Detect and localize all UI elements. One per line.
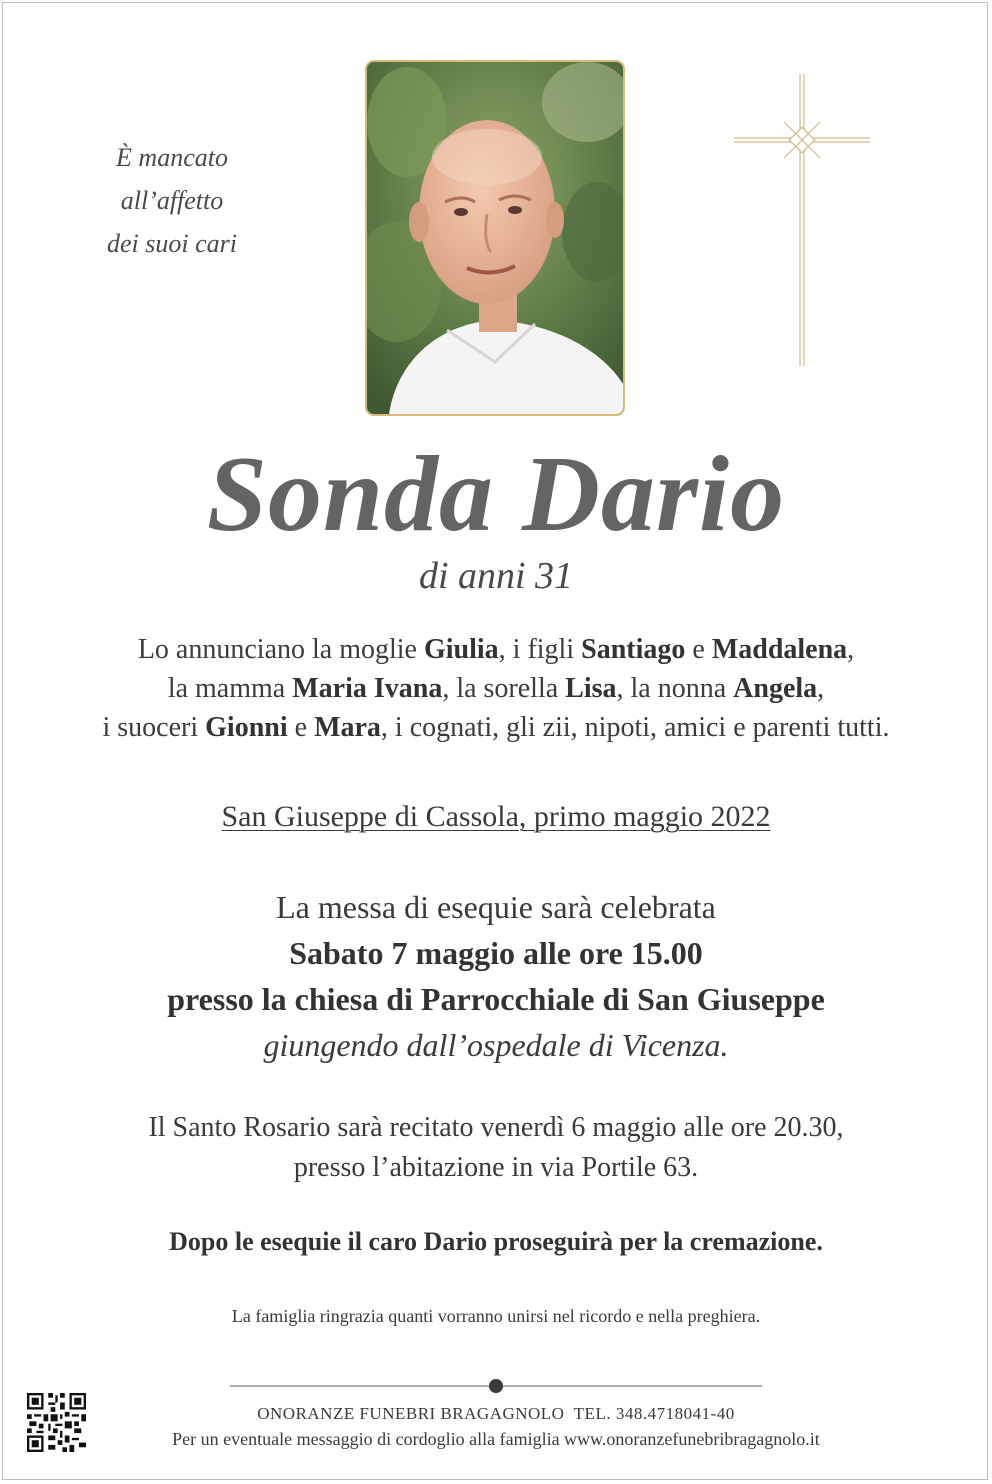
- announcement-text-part: e: [287, 712, 315, 743]
- announcement-line-2: [0, 669, 992, 708]
- intro-line-3: dei suoi cari: [107, 229, 237, 258]
- mother-in-law-name: Mara: [314, 712, 381, 743]
- place-date-text: San Giuseppe di Cassola, primo maggio 2022: [221, 800, 771, 833]
- funeral-home-phone: TEL. 348.4718041-40: [573, 1404, 735, 1423]
- sister-name: Lisa: [565, 673, 617, 704]
- announcement-text-part: , la sorella: [442, 673, 566, 704]
- funeral-mass-info: [0, 884, 992, 1068]
- funeral-home-name: ONORANZE FUNEBRI BRAGAGNOLO: [257, 1404, 565, 1423]
- deceased-age: di anni 31: [418, 555, 574, 597]
- cremation-notice: Dopo le esequie il caro Dario proseguirà per la cremazione.: [169, 1227, 823, 1256]
- announcement-text-part: i suoceri: [102, 712, 206, 743]
- divider: [230, 1376, 762, 1396]
- grandmother-name: Angela: [733, 673, 818, 704]
- mass-date-time: Sabato 7 maggio alle ore 15.00: [289, 935, 703, 971]
- portrait-photo: [365, 60, 625, 416]
- announcement-text-part: e: [685, 634, 712, 665]
- rosary-info: [0, 1108, 992, 1188]
- father-in-law-name: Gionni: [205, 712, 288, 743]
- deceased-name: Sonda Dario: [206, 435, 786, 554]
- portrait-illustration: [367, 62, 623, 414]
- announcement-text-part: , la nonna: [616, 673, 734, 704]
- place-date: [0, 796, 992, 838]
- announcement-line-3: [0, 708, 992, 747]
- family-thanks: La famiglia ringrazia quanti vorranno unirsi nel ricordo e nella preghiera.: [231, 1306, 761, 1326]
- announcement-text-part: ,: [817, 673, 825, 704]
- mass-location: presso la chiesa di Parrocchiale di San Giuseppe: [167, 981, 825, 1017]
- wife-name: Giulia: [423, 634, 499, 665]
- daughter-name: Maddalena: [711, 634, 848, 665]
- announcement-text-part: la mamma: [167, 673, 293, 704]
- funeral-home-line: [0, 1401, 992, 1427]
- announcement-text: [0, 630, 992, 747]
- condolence-message-link[interactable]: Per un eventuale messaggio di cordoglio alla famiglia www.onoranzefunebribragagnolo.it: [172, 1429, 820, 1449]
- intro-line-1: È mancato: [116, 143, 228, 172]
- announcement-text-part: , i cognati, gli zii, nipoti, amici e parenti tutti.: [380, 712, 890, 743]
- announcement-line-1: [0, 630, 992, 669]
- intro-line-2: all’affetto: [120, 186, 224, 215]
- mass-line-1: La messa di esequie sarà celebrata: [276, 889, 716, 925]
- mother-name: Maria Ivana: [292, 673, 443, 704]
- announcement-text-part: ,: [847, 634, 855, 665]
- mass-origin: giungendo dall’ospedale di Vicenza.: [263, 1027, 729, 1063]
- intro-text: [62, 136, 282, 265]
- cross-icon: [734, 74, 870, 368]
- announcement-text-part: , i figli: [498, 634, 582, 665]
- son-name: Santiago: [581, 634, 686, 665]
- rosary-line-1: Il Santo Rosario sarà recitato venerdì 6 maggio alle ore 20.30,: [148, 1112, 844, 1143]
- rosary-line-2: presso l’abitazione in via Portile 63.: [293, 1152, 699, 1183]
- announcement-text-part: Lo annunciano la moglie: [137, 634, 424, 665]
